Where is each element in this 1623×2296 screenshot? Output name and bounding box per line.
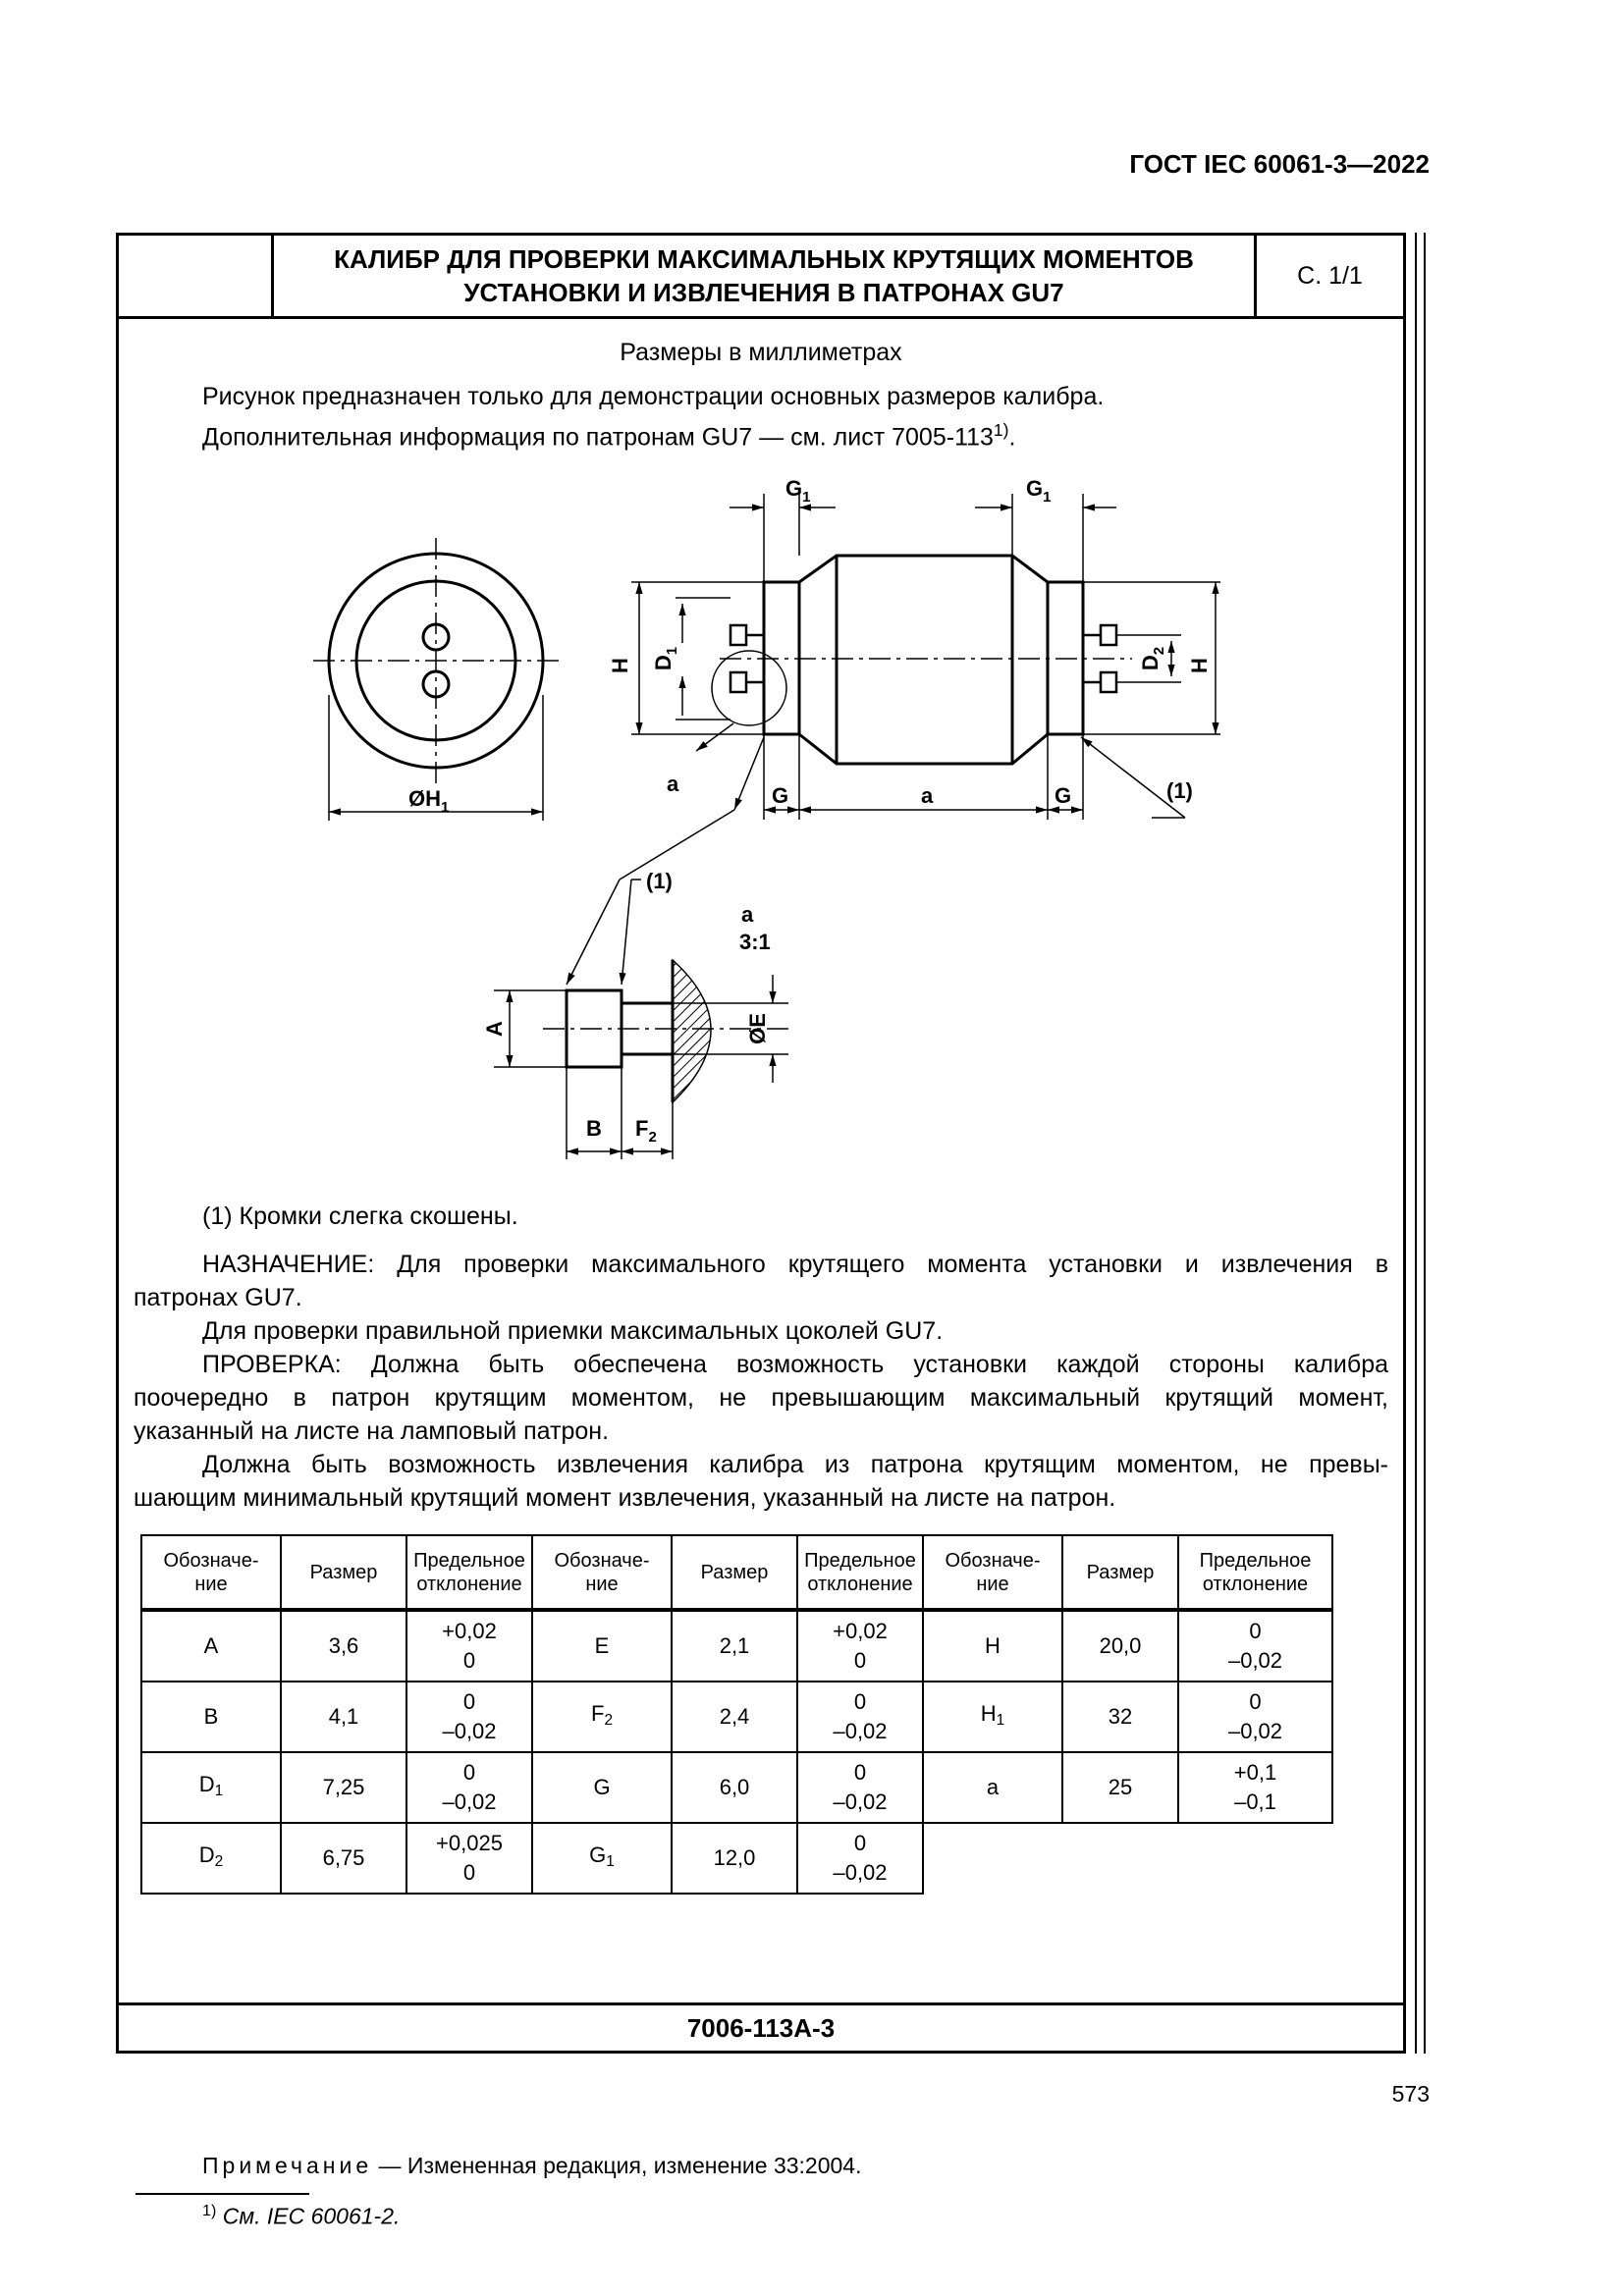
intro-line-1: Рисунок предназначен только для демонстрации основных размеров калибра.	[202, 383, 1105, 410]
dim-d1: D	[651, 655, 676, 671]
cell-designation: A	[141, 1610, 281, 1682]
cell-tolerance: +0,02 0	[797, 1610, 923, 1682]
detail-name: a	[741, 902, 754, 927]
check2-line-2: шающим минимальный крутящий момент извлечения, указанный на листе на патрон.	[134, 1484, 1116, 1512]
check-line-3: указанный на листе на ламповый патрон.	[134, 1417, 610, 1445]
footnote-ref: 1)	[993, 420, 1009, 440]
dim-a: a	[921, 783, 934, 808]
dim-A: A	[482, 1021, 507, 1037]
cell-designation: $D_1$	[141, 1752, 281, 1823]
footnote-separator	[135, 2193, 309, 2195]
cell-designation: $G_1$	[532, 1823, 672, 1894]
cell-size: 3,6	[281, 1610, 406, 1682]
purpose-line-2: патронах GU7.	[134, 1284, 302, 1311]
dim-h-left: H	[608, 658, 632, 673]
dim-oe: ØE	[745, 1013, 770, 1044]
dim-g1-left-sub: 1	[802, 489, 811, 506]
sheet-frame	[116, 233, 1406, 2229]
end-view	[313, 538, 559, 821]
cell-designation: $D_2$	[141, 1823, 281, 1894]
svg-text:G1	[785, 476, 810, 506]
col-designation: Обозначе- ние	[141, 1535, 281, 1610]
col-designation: Обозначе- ние	[923, 1535, 1062, 1610]
cell-tolerance: 0 –0,02	[797, 1823, 923, 1894]
cell-tolerance: +0,025 0	[406, 1823, 532, 1894]
col-size: Размер	[281, 1535, 406, 1610]
check-line-1: ПРОВЕРКА: Должна быть обеспечена возможность установки каждой стороны калибра	[202, 1351, 1388, 1378]
table-header-row	[141, 1535, 1332, 1610]
col-tolerance: Предельное отклонение	[1178, 1535, 1332, 1610]
table-row	[141, 1682, 1332, 1752]
chamfer-ref-side: (1)	[1166, 778, 1193, 803]
detail-ref-a: a	[667, 772, 679, 796]
cell-size: 6,75	[281, 1823, 406, 1894]
cell-tolerance: 0 –0,02	[406, 1682, 532, 1752]
table-row	[141, 1823, 1332, 1894]
dim-oh1: ØH	[408, 786, 441, 811]
cell-tolerance: 0 –0,02	[406, 1752, 532, 1823]
double-border-line	[1424, 233, 1426, 2054]
sheet-code: 7006-113A-3	[119, 2002, 1403, 2051]
intro-line-2-text: Дополнительная информация по патронам GU7 — см. лист 7005-113	[202, 423, 994, 452]
note	[202, 2153, 862, 2179]
dim-g1-right-sub: 1	[1043, 489, 1052, 506]
cell-size: 7,25	[281, 1752, 406, 1823]
title-line-2: УСТАНОВКИ И ИЗВЛЕЧЕНИЯ В ПАТРОНАХ GU7	[463, 278, 1064, 307]
check-line-2: поочередно в патрон крутящим моментом, не превышающим максимальный крутящий момент,	[134, 1384, 1388, 1412]
dim-g1-left: G	[785, 476, 803, 501]
chamfer-note: (1) Кромки слегка скошены.	[202, 1202, 518, 1230]
intro-period: .	[1008, 423, 1016, 452]
dimensions-table	[140, 1534, 1333, 1895]
cell-size: 4,1	[281, 1682, 406, 1752]
sheet-title	[274, 236, 1257, 316]
cell-designation: G	[532, 1752, 672, 1823]
cell-tolerance: +0,1 –0,1	[1178, 1752, 1332, 1823]
title-line-1: КАЛИБР ДЛЯ ПРОВЕРКИ МАКСИМАЛЬНЫХ КРУТЯЩИХ МОМЕНТОВ	[334, 244, 1194, 274]
intro-line-2	[202, 413, 1015, 454]
cell-size: 12,0	[672, 1823, 797, 1894]
cell-tolerance: +0,02 0	[406, 1610, 532, 1682]
cell-tolerance: 0 –0,02	[1178, 1682, 1332, 1752]
dim-h-right: H	[1187, 658, 1212, 673]
dim-g1-right: G	[1026, 476, 1044, 501]
footnote-text: См. IEC 60061-2.	[216, 2203, 401, 2229]
empty-cell	[923, 1823, 1062, 1894]
purpose-2: Для проверки правильной приемки максимальных цоколей GU7.	[202, 1317, 944, 1345]
dim-F2-sub: 2	[648, 1129, 657, 1146]
cell-size: 2,4	[672, 1682, 797, 1752]
cell-designation: B	[141, 1682, 281, 1752]
dim-d2-sub: 2	[1151, 646, 1167, 656]
dim-g-left: G	[772, 783, 789, 808]
col-tolerance: Предельное отклонение	[797, 1535, 923, 1610]
cell-size: 20,0	[1062, 1610, 1178, 1682]
dim-B: B	[586, 1116, 602, 1141]
empty-cell	[1062, 1823, 1178, 1894]
cell-size: 32	[1062, 1682, 1178, 1752]
cell-size: 2,1	[672, 1610, 797, 1682]
col-designation: Обозначе- ние	[532, 1535, 672, 1610]
note-label: Примечание	[202, 2153, 373, 2178]
footnote	[202, 2202, 400, 2230]
col-size: Размер	[1062, 1535, 1178, 1610]
col-tolerance: Предельное отклонение	[406, 1535, 532, 1610]
cell-designation: a	[923, 1752, 1062, 1823]
cell-designation: $F_2$	[532, 1682, 672, 1752]
footnote-mark: 1)	[202, 2202, 217, 2219]
sheet-number: С. 1/1	[1297, 261, 1363, 290]
dim-d1-sub: 1	[664, 646, 680, 656]
detail-scale: 3:1	[739, 930, 771, 954]
dim-g-right: G	[1055, 783, 1072, 808]
svg-text:D2	[1138, 647, 1167, 670]
cell-tolerance: 0 –0,02	[797, 1682, 923, 1752]
cell-tolerance: 0 –0,02	[1178, 1610, 1332, 1682]
double-border-line	[1415, 233, 1417, 2054]
note-text: — Измененная редакция, изменение 33:2004.	[372, 2153, 862, 2178]
table-row	[141, 1610, 1332, 1682]
cell-size: 25	[1062, 1752, 1178, 1823]
check2-line-1: Должна быть возможность извлечения калибра из патрона крутящим моментом, не превы-	[202, 1451, 1388, 1478]
title-block	[119, 236, 1403, 319]
cell-size: 6,0	[672, 1752, 797, 1823]
dim-d2: D	[1138, 655, 1163, 671]
cell-designation: $H_1$	[923, 1682, 1062, 1752]
empty-cell	[1178, 1823, 1332, 1894]
svg-text:G1	[1026, 476, 1051, 506]
document-header: ГОСТ IEC 60061-3—2022	[1129, 149, 1430, 179]
cell-designation: H	[923, 1610, 1062, 1682]
units-caption: Размеры в миллиметрах	[620, 339, 902, 366]
cell-tolerance: 0 –0,02	[797, 1752, 923, 1823]
purpose-line-1: НАЗНАЧЕНИЕ: Для проверки максимального крутящего момента установки и извлечения в	[202, 1251, 1388, 1278]
side-view	[712, 556, 1116, 764]
dim-oh1-sub: 1	[441, 799, 450, 816]
title-empty-cell	[119, 236, 274, 316]
table-row	[141, 1752, 1332, 1823]
chamfer-ref-detail: (1)	[646, 869, 673, 893]
dim-F2: F	[635, 1116, 649, 1141]
col-size: Размер	[672, 1535, 797, 1610]
page-number: 573	[1391, 2081, 1430, 2107]
svg-text:D1	[651, 647, 680, 670]
cell-designation: E	[532, 1610, 672, 1682]
technical-drawing	[298, 464, 1220, 1191]
svg-text:F2	[635, 1116, 657, 1146]
